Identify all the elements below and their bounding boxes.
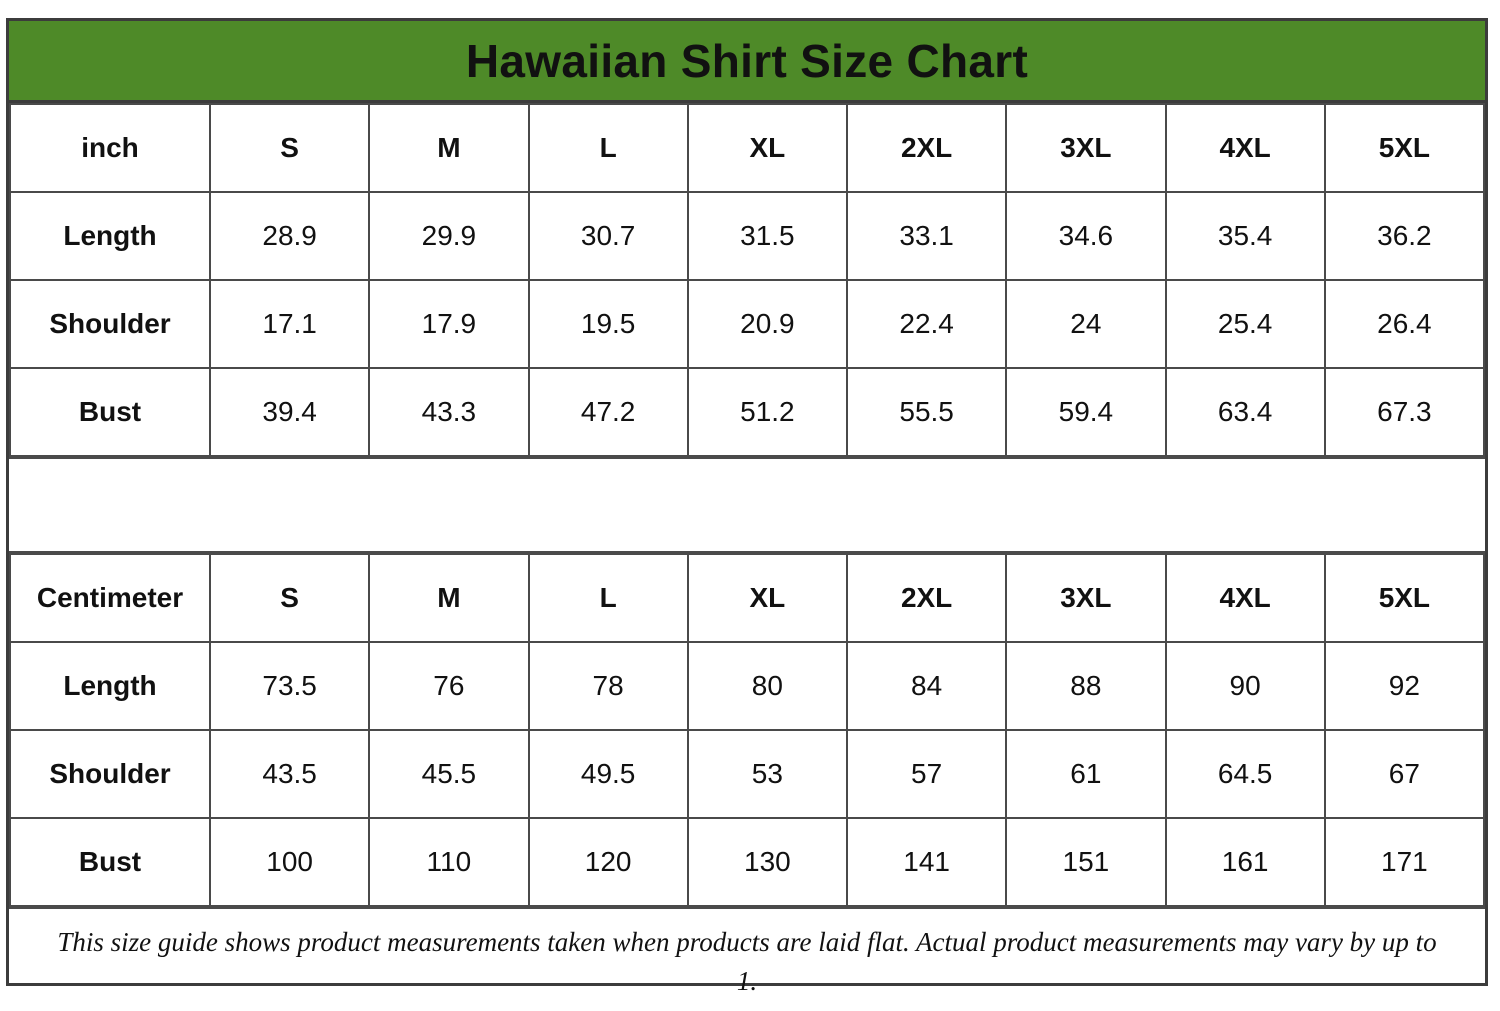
table-row: [10, 280, 1484, 368]
cell-bust-m-cm: 110: [369, 818, 528, 906]
cell-bust-s-cm: 100: [210, 818, 369, 906]
cell-shoulder-l-inch: 19.5: [529, 280, 688, 368]
cell-shoulder-3xl-inch: 24: [1006, 280, 1165, 368]
unit-label-centimeter: Centimeter: [10, 554, 210, 642]
cell-shoulder-4xl-cm: 64.5: [1166, 730, 1325, 818]
inch-size-table: [9, 103, 1485, 457]
table-row: [10, 730, 1484, 818]
cell-shoulder-3xl-cm: 61: [1006, 730, 1165, 818]
col-header-l-cm: L: [529, 554, 688, 642]
table-row: [10, 642, 1484, 730]
table-row: [10, 368, 1484, 456]
cell-shoulder-xl-cm: 53: [688, 730, 847, 818]
col-header-3xl-cm: 3XL: [1006, 554, 1165, 642]
cell-bust-l-cm: 120: [529, 818, 688, 906]
cell-length-3xl-inch: 34.6: [1006, 192, 1165, 280]
table-separator: [9, 457, 1485, 553]
col-header-4xl-cm: 4XL: [1166, 554, 1325, 642]
col-header-2xl: 2XL: [847, 104, 1006, 192]
col-header-4xl: 4XL: [1166, 104, 1325, 192]
col-header-xl: XL: [688, 104, 847, 192]
size-guide-note: This size guide shows product measurements taken when products are laid flat. Actual product measurements may vary by up to 1.: [9, 907, 1485, 1011]
cell-length-m-inch: 29.9: [369, 192, 528, 280]
cell-length-4xl-inch: 35.4: [1166, 192, 1325, 280]
row-label-length-cm: Length: [10, 642, 210, 730]
cell-shoulder-m-cm: 45.5: [369, 730, 528, 818]
col-header-xl-cm: XL: [688, 554, 847, 642]
cell-shoulder-l-cm: 49.5: [529, 730, 688, 818]
cell-bust-3xl-cm: 151: [1006, 818, 1165, 906]
col-header-m-cm: M: [369, 554, 528, 642]
cell-bust-2xl-cm: 141: [847, 818, 1006, 906]
cell-length-l-cm: 78: [529, 642, 688, 730]
cell-length-2xl-cm: 84: [847, 642, 1006, 730]
cell-shoulder-5xl-inch: 26.4: [1325, 280, 1484, 368]
cell-bust-l-inch: 47.2: [529, 368, 688, 456]
unit-label-inch: inch: [10, 104, 210, 192]
col-header-5xl: 5XL: [1325, 104, 1484, 192]
cell-length-5xl-cm: 92: [1325, 642, 1484, 730]
table-row: [10, 192, 1484, 280]
cell-bust-4xl-inch: 63.4: [1166, 368, 1325, 456]
cell-shoulder-s-cm: 43.5: [210, 730, 369, 818]
row-label-shoulder-inch: Shoulder: [10, 280, 210, 368]
page-title: Hawaiian Shirt Size Chart: [465, 34, 1029, 87]
col-header-2xl-cm: 2XL: [847, 554, 1006, 642]
cell-length-m-cm: 76: [369, 642, 528, 730]
cell-length-l-inch: 30.7: [529, 192, 688, 280]
cell-bust-xl-cm: 130: [688, 818, 847, 906]
cell-shoulder-2xl-cm: 57: [847, 730, 1006, 818]
cell-bust-5xl-cm: 171: [1325, 818, 1484, 906]
cell-shoulder-4xl-inch: 25.4: [1166, 280, 1325, 368]
row-label-bust-cm: Bust: [10, 818, 210, 906]
cell-bust-s-inch: 39.4: [210, 368, 369, 456]
table-header-row-cm: [10, 554, 1484, 642]
row-label-bust-inch: Bust: [10, 368, 210, 456]
cell-bust-5xl-inch: 67.3: [1325, 368, 1484, 456]
cell-length-s-cm: 73.5: [210, 642, 369, 730]
cell-shoulder-m-inch: 17.9: [369, 280, 528, 368]
cell-shoulder-s-inch: 17.1: [210, 280, 369, 368]
col-header-s-cm: S: [210, 554, 369, 642]
cell-length-4xl-cm: 90: [1166, 642, 1325, 730]
table-row: [10, 818, 1484, 906]
centimeter-size-table: [9, 553, 1485, 907]
cell-shoulder-5xl-cm: 67: [1325, 730, 1484, 818]
col-header-5xl-cm: 5XL: [1325, 554, 1484, 642]
chart-title-bar: [9, 21, 1485, 103]
cell-bust-xl-inch: 51.2: [688, 368, 847, 456]
col-header-l: L: [529, 104, 688, 192]
cell-length-xl-inch: 31.5: [688, 192, 847, 280]
cell-bust-3xl-inch: 59.4: [1006, 368, 1165, 456]
cell-length-5xl-inch: 36.2: [1325, 192, 1484, 280]
cell-length-2xl-inch: 33.1: [847, 192, 1006, 280]
col-header-m: M: [369, 104, 528, 192]
cell-bust-2xl-inch: 55.5: [847, 368, 1006, 456]
col-header-3xl: 3XL: [1006, 104, 1165, 192]
col-header-s: S: [210, 104, 369, 192]
row-label-length-inch: Length: [10, 192, 210, 280]
cell-shoulder-2xl-inch: 22.4: [847, 280, 1006, 368]
cell-length-xl-cm: 80: [688, 642, 847, 730]
cell-length-3xl-cm: 88: [1006, 642, 1165, 730]
cell-bust-m-inch: 43.3: [369, 368, 528, 456]
cell-shoulder-xl-inch: 20.9: [688, 280, 847, 368]
table-header-row-inch: [10, 104, 1484, 192]
size-chart-container: [6, 18, 1488, 997]
row-label-shoulder-cm: Shoulder: [10, 730, 210, 818]
cell-length-s-inch: 28.9: [210, 192, 369, 280]
cell-bust-4xl-cm: 161: [1166, 818, 1325, 906]
